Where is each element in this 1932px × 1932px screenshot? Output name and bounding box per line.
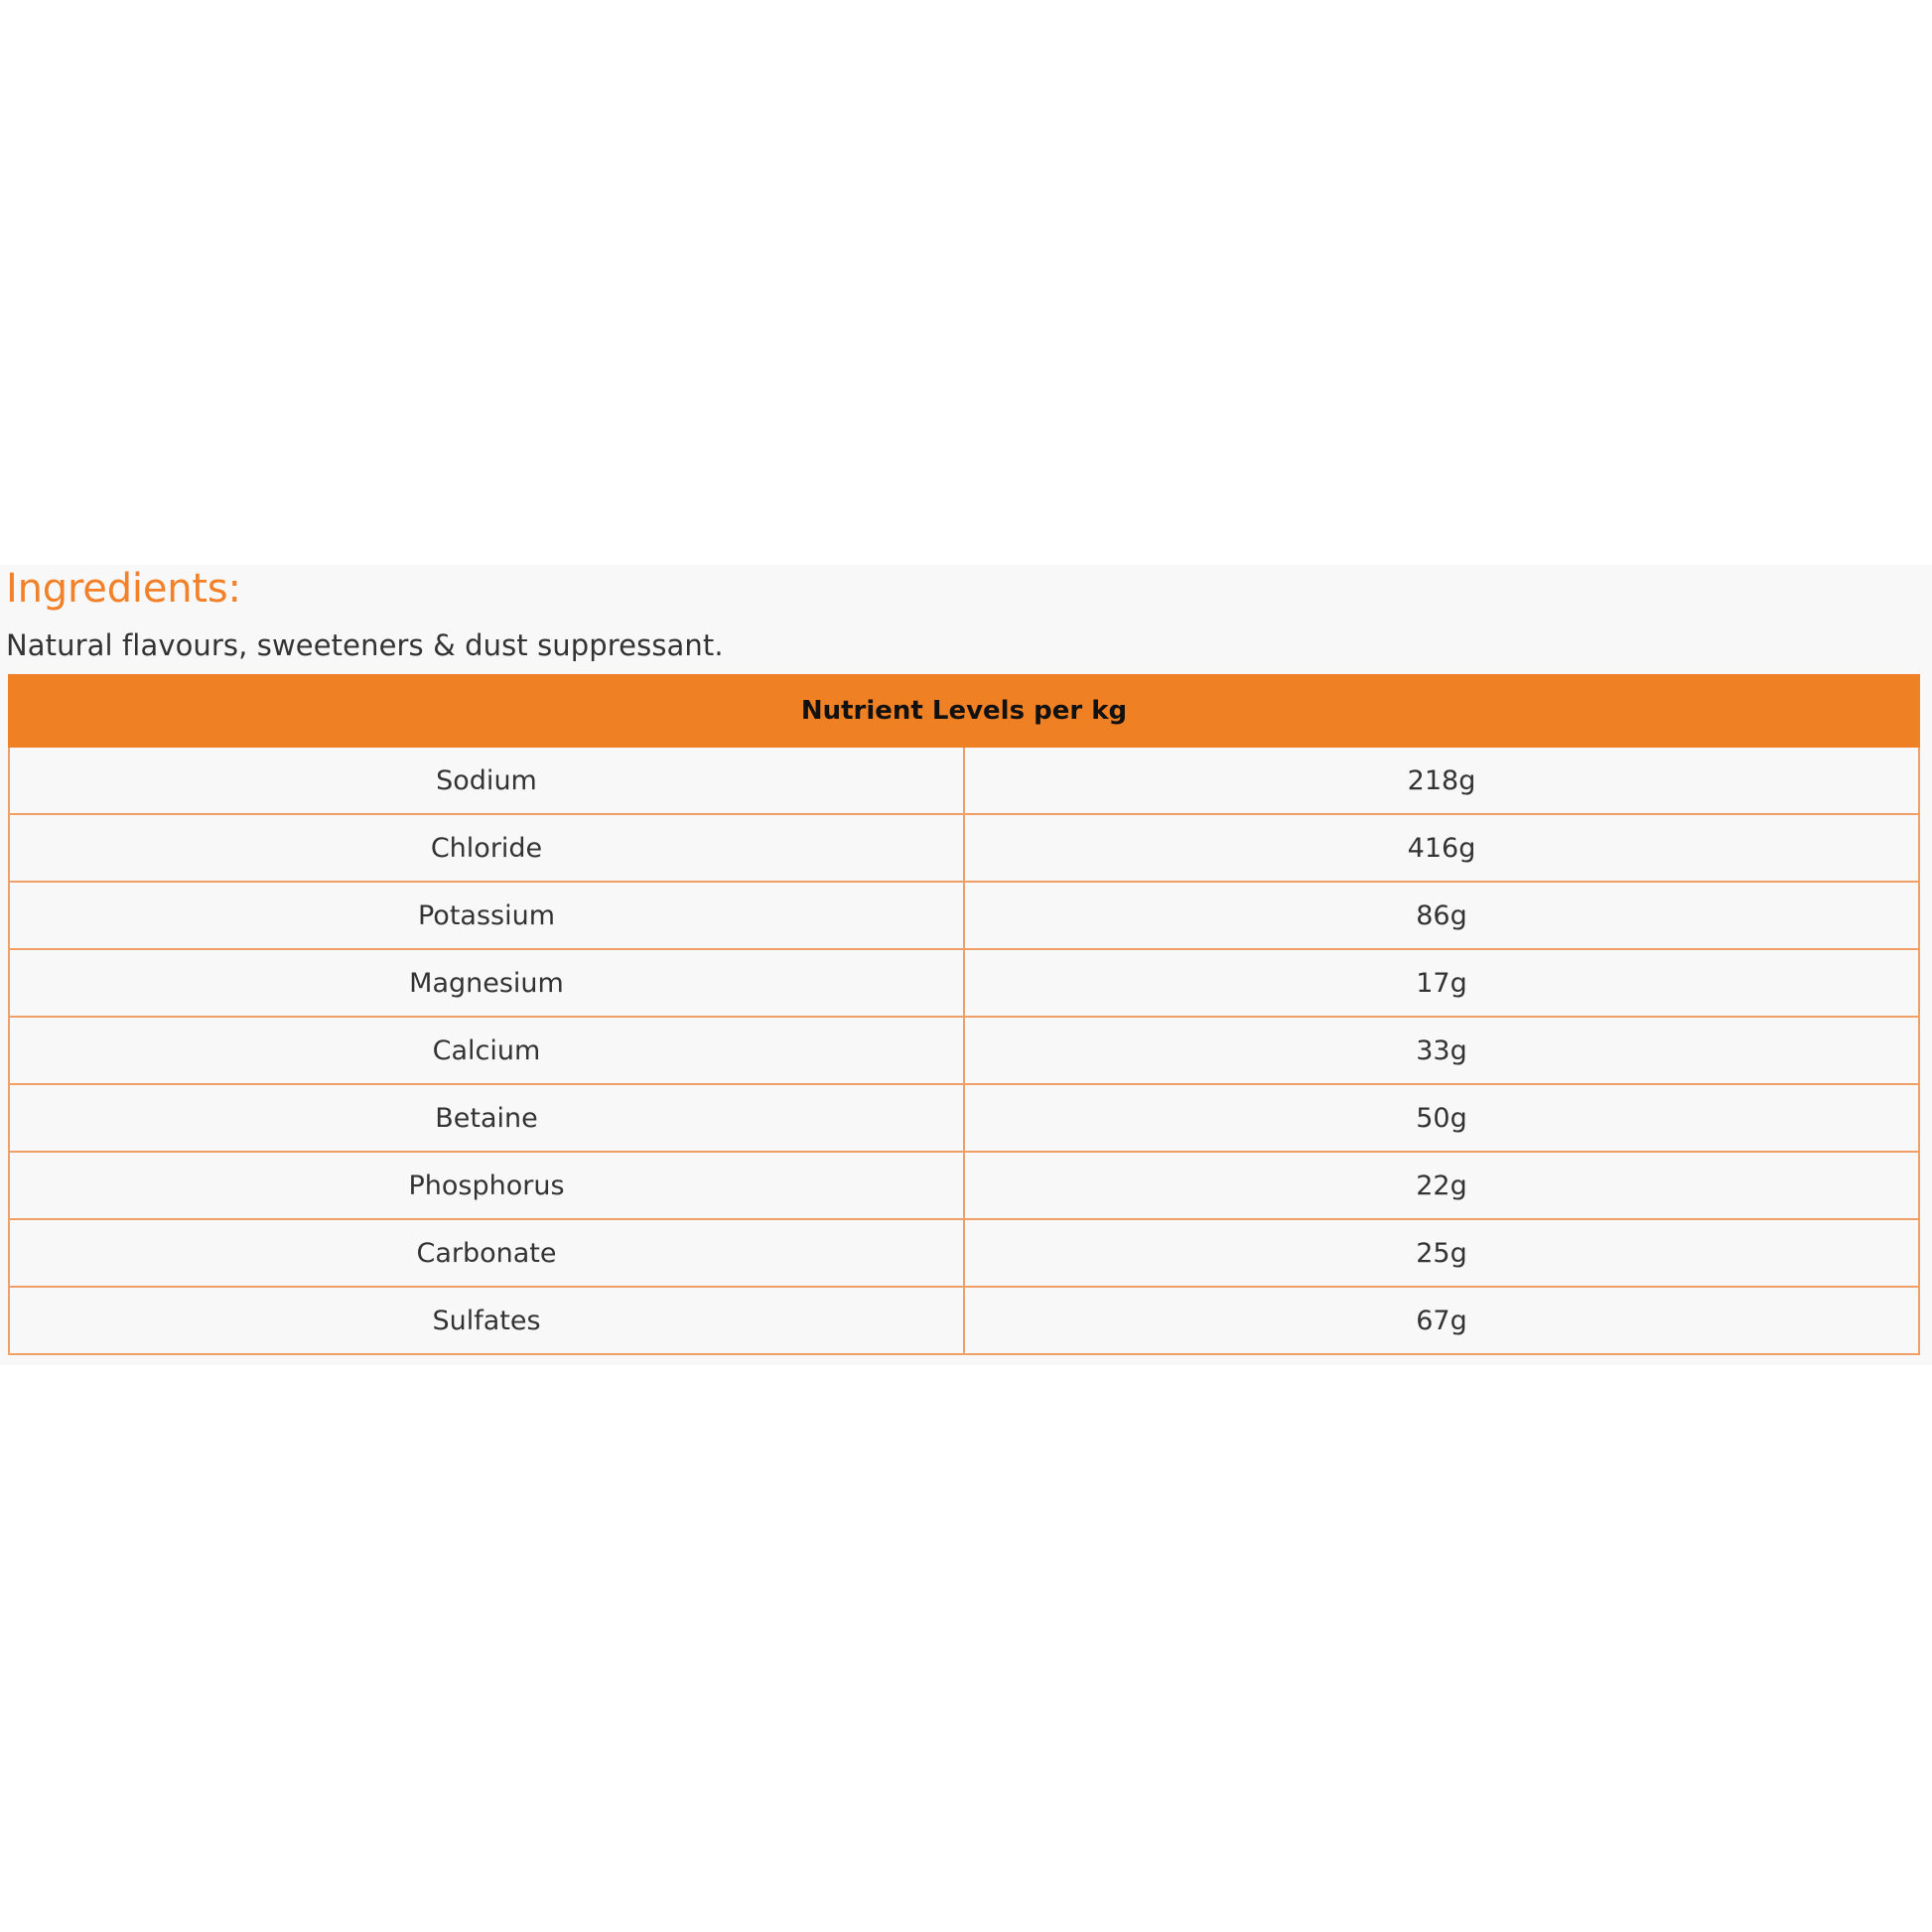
nutrient-name: Phosphorus <box>9 1152 964 1219</box>
table-row <box>9 1287 1919 1354</box>
nutrient-value: 218g <box>964 747 1919 814</box>
nutrient-name: Magnesium <box>9 949 964 1017</box>
table-row <box>9 1219 1919 1287</box>
ingredients-description: Natural flavours, sweeteners & dust suppressant. <box>6 628 724 662</box>
nutrient-name: Sodium <box>9 747 964 814</box>
nutrient-value: 86g <box>964 882 1919 949</box>
nutrient-name: Betaine <box>9 1084 964 1152</box>
nutrient-name: Calcium <box>9 1017 964 1084</box>
table-row <box>9 814 1919 882</box>
table-header-row <box>9 675 1919 747</box>
nutrient-table <box>8 674 1920 1355</box>
nutrient-value: 17g <box>964 949 1919 1017</box>
table-row <box>9 882 1919 949</box>
table-header: Nutrient Levels per kg <box>9 675 1919 747</box>
nutrient-name: Carbonate <box>9 1219 964 1287</box>
table-row <box>9 1017 1919 1084</box>
table-row <box>9 1152 1919 1219</box>
nutrient-value: 33g <box>964 1017 1919 1084</box>
table-row <box>9 949 1919 1017</box>
nutrient-name: Potassium <box>9 882 964 949</box>
nutrient-name: Chloride <box>9 814 964 882</box>
nutrient-name: Sulfates <box>9 1287 964 1354</box>
nutrient-value: 416g <box>964 814 1919 882</box>
nutrient-value: 67g <box>964 1287 1919 1354</box>
table-row <box>9 1084 1919 1152</box>
table-row <box>9 747 1919 814</box>
ingredients-heading: Ingredients: <box>6 566 241 612</box>
nutrient-value: 50g <box>964 1084 1919 1152</box>
nutrient-value: 25g <box>964 1219 1919 1287</box>
nutrient-value: 22g <box>964 1152 1919 1219</box>
